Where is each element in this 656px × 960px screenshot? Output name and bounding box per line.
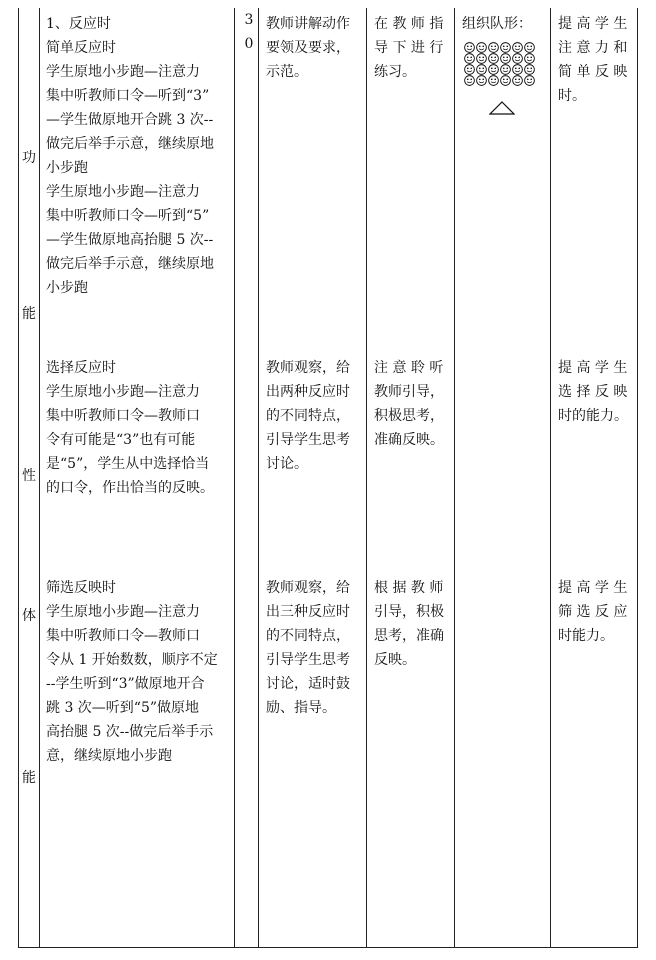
text-line: 导 下 进 行 xyxy=(374,40,444,56)
text-line: 集中听教师口令—听到“3” xyxy=(46,88,210,104)
smiley-face-icon xyxy=(488,42,499,53)
formation-label: 组织队形： xyxy=(462,16,532,32)
column-divider xyxy=(39,8,40,948)
text-line: 做完后举手示意，继续原地 xyxy=(46,136,214,152)
text-line: 教师引导， xyxy=(374,384,444,400)
text-line: 意，继续原地小步跑 xyxy=(46,748,172,764)
smiley-face-icon xyxy=(512,53,523,64)
text-line: 要领及要求， xyxy=(266,40,350,56)
text-line: 学生原地小步跑—注意力 xyxy=(46,184,200,200)
text-line: 1、反应时 xyxy=(46,16,111,32)
column-divider xyxy=(454,8,455,948)
text-line: 选 择 反 映 xyxy=(558,384,628,400)
smiley-face-icon xyxy=(512,64,523,75)
column-divider xyxy=(550,8,551,948)
text-line: 反映。 xyxy=(374,652,416,668)
text-line: 积极思考， xyxy=(374,408,444,424)
category-char: 体 xyxy=(22,608,36,624)
time-digit: 3 xyxy=(244,12,254,28)
text-line: 时能力。 xyxy=(558,628,614,644)
table-border-bottom xyxy=(18,947,638,948)
text-line: 引导学生思考 xyxy=(266,432,350,448)
text-line: 提 高 学 生 xyxy=(558,360,628,376)
text-line: 思考，准确 xyxy=(374,628,444,644)
smiley-face-icon xyxy=(476,64,487,75)
smiley-face-icon xyxy=(500,42,511,53)
text-line: 跳 3 次—听到“5”做原地 xyxy=(46,700,200,716)
text-line: 集中听教师口令—教师口 xyxy=(46,628,200,644)
smiley-face-icon xyxy=(524,42,535,53)
text-line: 的口令，作出恰当的反映。 xyxy=(46,480,214,496)
column-divider xyxy=(258,8,259,948)
text-line: 的不同特点， xyxy=(266,628,350,644)
text-line: 出两种反应时 xyxy=(266,384,350,400)
text-line: 提 高 学 生 xyxy=(558,16,628,32)
category-char: 功 xyxy=(22,150,36,166)
text-line: 引导，积极 xyxy=(374,604,444,620)
text-line: 教师观察，给 xyxy=(266,580,350,596)
text-line: 注 意 聆 听 xyxy=(374,360,444,376)
smiley-face-icon xyxy=(476,75,487,86)
section-1-teacher xyxy=(266,12,350,84)
text-line: 引导学生思考 xyxy=(266,652,350,668)
text-line: 令有可能是“3”也有可能 xyxy=(46,432,196,448)
section-3-goal xyxy=(558,576,627,648)
text-line: 教师讲解动作 xyxy=(266,16,350,32)
smiley-face-icon xyxy=(464,64,475,75)
text-line: 练习。 xyxy=(374,64,416,80)
section-1-goal xyxy=(558,12,627,108)
text-line: 准确反映。 xyxy=(374,432,444,448)
smiley-face-icon xyxy=(464,75,475,86)
smiley-face-icon xyxy=(488,75,499,86)
text-line: 励、指导。 xyxy=(266,700,336,716)
smiley-face-icon xyxy=(524,53,535,64)
section-2-content xyxy=(46,356,214,500)
text-line: 时。 xyxy=(558,88,586,104)
text-line: 注 意 力 和 xyxy=(558,40,628,56)
text-line: 做完后举手示意，继续原地 xyxy=(46,256,214,272)
category-char: 能 xyxy=(22,770,36,786)
text-line: 根 据 教 师 xyxy=(374,580,444,596)
section-2-goal xyxy=(558,356,628,428)
text-line: —学生做原地高抬腿 5 次-- xyxy=(46,232,214,248)
smiley-face-icon xyxy=(500,75,511,86)
text-line: 集中听教师口令—教师口 xyxy=(46,408,200,424)
column-divider xyxy=(366,8,367,948)
text-line: 高抬腿 5 次--做完后举手示 xyxy=(46,724,214,740)
text-line: 提 高 学 生 xyxy=(558,580,628,596)
text-line: 学生原地小步跑—注意力 xyxy=(46,604,200,620)
section-3-teacher xyxy=(266,576,350,720)
section-2-student xyxy=(374,356,444,452)
text-line: 讨论。 xyxy=(266,456,308,472)
text-line: 小步跑 xyxy=(46,160,88,176)
smiley-face-icon xyxy=(512,75,523,86)
section-1-student xyxy=(374,12,443,84)
smiley-face-icon xyxy=(500,53,511,64)
category-char: 性 xyxy=(22,468,36,484)
section-1-content xyxy=(46,12,214,300)
text-line: 出三种反应时 xyxy=(266,604,350,620)
smiley-face-icon xyxy=(464,42,475,53)
section-3-content xyxy=(46,576,218,768)
smiley-face-icon xyxy=(464,53,475,64)
text-line: 教师观察，给 xyxy=(266,360,350,376)
text-line: 筛选反映时 xyxy=(46,580,116,596)
text-line: 在 教 师 指 xyxy=(374,16,444,32)
time-digit: 0 xyxy=(244,36,254,52)
smiley-face-icon xyxy=(476,53,487,64)
smiley-face-icon xyxy=(488,53,499,64)
text-line: 时的能力。 xyxy=(558,408,628,424)
smiley-face-icon xyxy=(476,42,487,53)
category-char: 能 xyxy=(22,306,36,322)
text-line: 选择反应时 xyxy=(46,360,116,376)
text-line: --学生听到“3”做原地开合 xyxy=(46,676,205,692)
smiley-face-icon xyxy=(500,64,511,75)
text-line: 集中听教师口令—听到“5” xyxy=(46,208,210,224)
triangle-icon xyxy=(489,101,515,115)
text-line: 讨论，适时鼓 xyxy=(266,676,350,692)
text-line: 的不同特点， xyxy=(266,408,350,424)
text-line: 令从 1 开始数数，顺序不定 xyxy=(46,652,218,668)
smiley-face-icon xyxy=(488,64,499,75)
smiley-face-icon xyxy=(524,64,535,75)
text-line: 学生原地小步跑—注意力 xyxy=(46,64,200,80)
text-line: 是“5”，学生从中选择恰当 xyxy=(46,456,210,472)
smiley-face-icon xyxy=(524,75,535,86)
text-line: —学生做原地开合跳 3 次-- xyxy=(46,112,214,128)
section-3-student xyxy=(374,576,444,672)
table-border-right xyxy=(637,8,638,948)
text-line: 简单反应时 xyxy=(46,40,116,56)
column-divider xyxy=(234,8,235,948)
text-line: 示范。 xyxy=(266,64,308,80)
text-line: 简 单 反 映 xyxy=(558,64,628,80)
section-2-teacher xyxy=(266,356,350,476)
text-line: 小步跑 xyxy=(46,280,88,296)
text-line: 学生原地小步跑—注意力 xyxy=(46,384,200,400)
smiley-face-icon xyxy=(512,42,523,53)
text-line: 筛 选 反 应 xyxy=(558,604,628,620)
